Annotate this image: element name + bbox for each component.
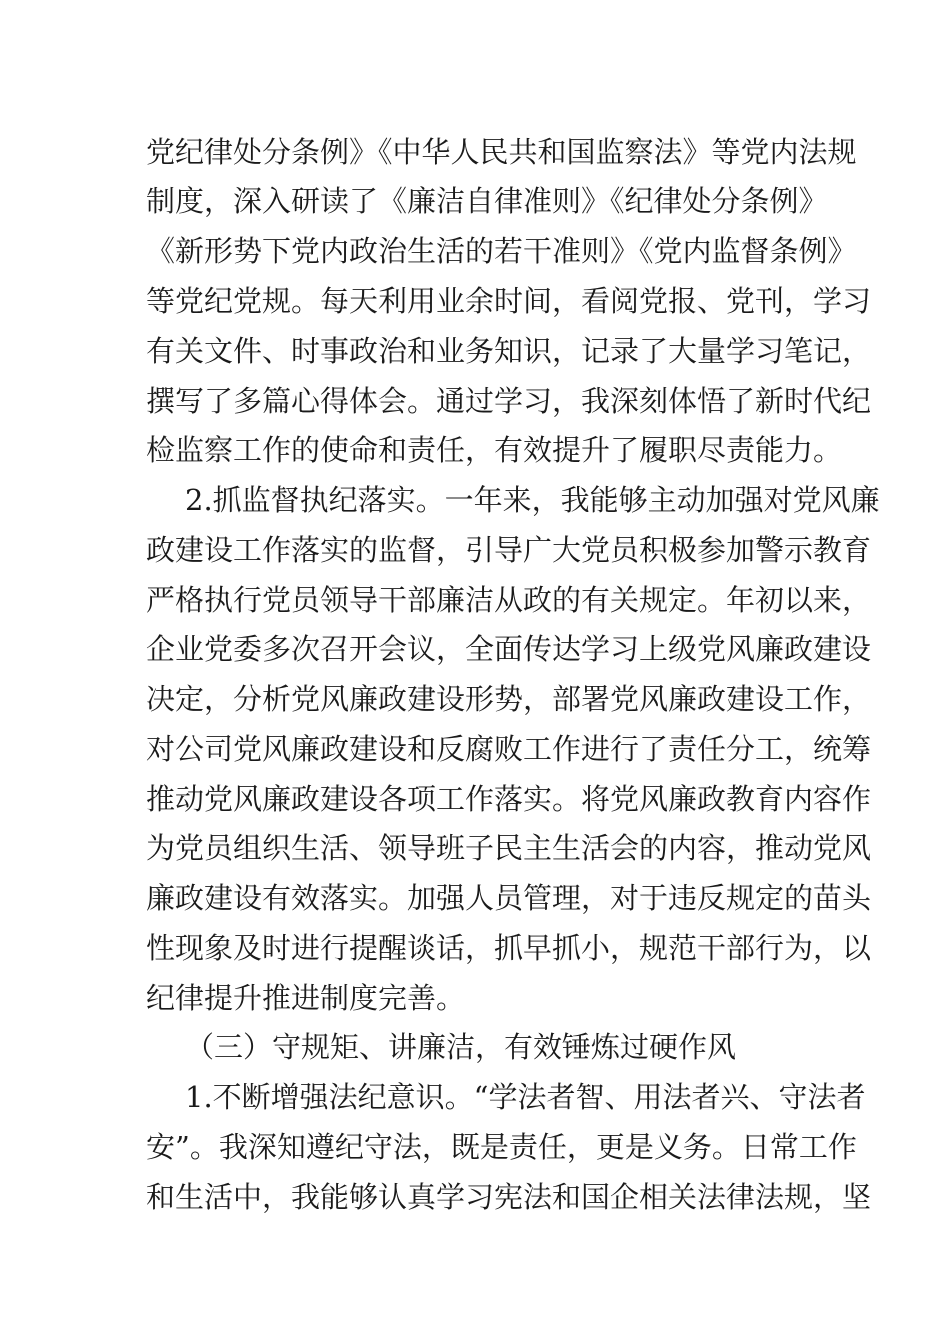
paragraph-line: 有关文件、时事政治和业务知识，记录了大量学习笔记， xyxy=(146,334,872,368)
paragraph-line: 对公司党风廉政建设和反腐败工作进行了责任分工，统筹 xyxy=(146,732,872,766)
paragraph-line: 党纪律处分条例》《中华人民共和国监察法》等党内法规 xyxy=(146,135,857,169)
paragraph-line: 和生活中，我能够认真学习宪法和国企相关法律法规，坚 xyxy=(146,1180,872,1214)
paragraph-line: 制度，深入研读了《廉洁自律准则》《纪律处分条例》 xyxy=(146,184,828,218)
paragraph-line: 廉政建设有效落实。加强人员管理，对于违反规定的苗头 xyxy=(146,881,872,915)
paragraph-line: 推动党风廉政建设各项工作落实。将党风廉政教育内容作 xyxy=(146,782,872,816)
paragraph-line: 《新形势下党内政治生活的若干准则》《党内监督条例》 xyxy=(146,234,857,268)
paragraph-line: 性现象及时进行提醒谈话，抓早抓小，规范干部行为，以 xyxy=(146,931,872,965)
paragraph-line: 企业党委多次召开会议，全面传达学习上级党风廉政建设 xyxy=(146,632,872,666)
paragraph-line: 1.不断增强法纪意识。“学法者智、用法者兴、守法者 xyxy=(185,1080,866,1114)
paragraph-line: 纪律提升推进制度完善。 xyxy=(146,981,466,1015)
paragraph-line: 2.抓监督执纪落实。一年来，我能够主动加强对党风廉 xyxy=(185,483,880,517)
paragraph-line: 撰写了多篇心得体会。通过学习，我深刻体悟了新时代纪 xyxy=(146,384,872,418)
paragraph-line: 检监察工作的使命和责任，有效提升了履职尽责能力。 xyxy=(146,433,843,467)
paragraph-line: 安”。我深知遵纪守法，既是责任，更是义务。日常工作 xyxy=(146,1130,857,1164)
paragraph-line: 决定，分析党风廉政建设形势，部署党风廉政建设工作， xyxy=(146,682,872,716)
section-heading: （三）守规矩、讲廉洁，有效锤炼过硬作风 xyxy=(185,1030,737,1064)
paragraph-line: 严格执行党员领导干部廉洁从政的有关规定。年初以来， xyxy=(146,583,872,617)
paragraph-line: 为党员组织生活、领导班子民主生活会的内容，推动党风 xyxy=(146,831,872,865)
paragraph-line: 政建设工作落实的监督，引导广大党员积极参加警示教育 xyxy=(146,533,872,567)
paragraph-line: 等党纪党规。每天利用业余时间，看阅党报、党刊，学习 xyxy=(146,284,872,318)
